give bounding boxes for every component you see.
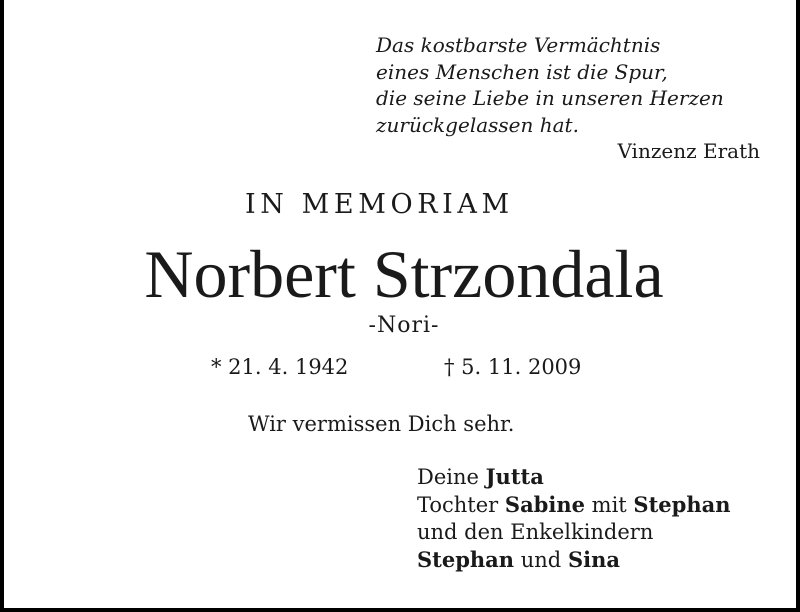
deceased-name: Norbert Strzondala: [144, 236, 664, 312]
family-member-name: Stephan: [633, 492, 731, 517]
family-line: [417, 491, 730, 519]
quote-line: die seine Liebe in unseren Herzen: [376, 86, 724, 110]
family-text: mit: [591, 493, 627, 517]
family-member-name: Stephan: [417, 547, 515, 572]
family-text: Tochter: [417, 493, 499, 517]
family-text: Deine: [417, 465, 479, 489]
family-signature: [417, 463, 730, 574]
quote-block: [376, 32, 724, 138]
family-member-name: Jutta: [485, 464, 544, 489]
quote-line: zurückgelassen hat.: [376, 112, 579, 137]
family-text: und den Enkelkindern: [417, 520, 654, 544]
quote-line: eines Menschen ist die Spur,: [376, 59, 668, 84]
birth-date: * 21. 4. 1942: [211, 355, 349, 379]
quote-author: Vinzenz Erath: [617, 139, 760, 163]
family-line: [417, 519, 730, 546]
family-text: und: [520, 548, 562, 572]
family-member-name: Sina: [567, 547, 620, 572]
family-member-name: Sabine: [504, 492, 585, 517]
quote-line: Das kostbarste Vermächtnis: [376, 33, 661, 57]
death-date: † 5. 11. 2009: [444, 355, 582, 379]
memoriam-heading: IN MEMORIAM: [245, 189, 514, 220]
family-line: [417, 463, 730, 491]
deceased-nickname: -Nori-: [368, 313, 440, 338]
family-line: [417, 546, 730, 574]
farewell-message: Wir vermissen Dich sehr.: [248, 412, 515, 436]
